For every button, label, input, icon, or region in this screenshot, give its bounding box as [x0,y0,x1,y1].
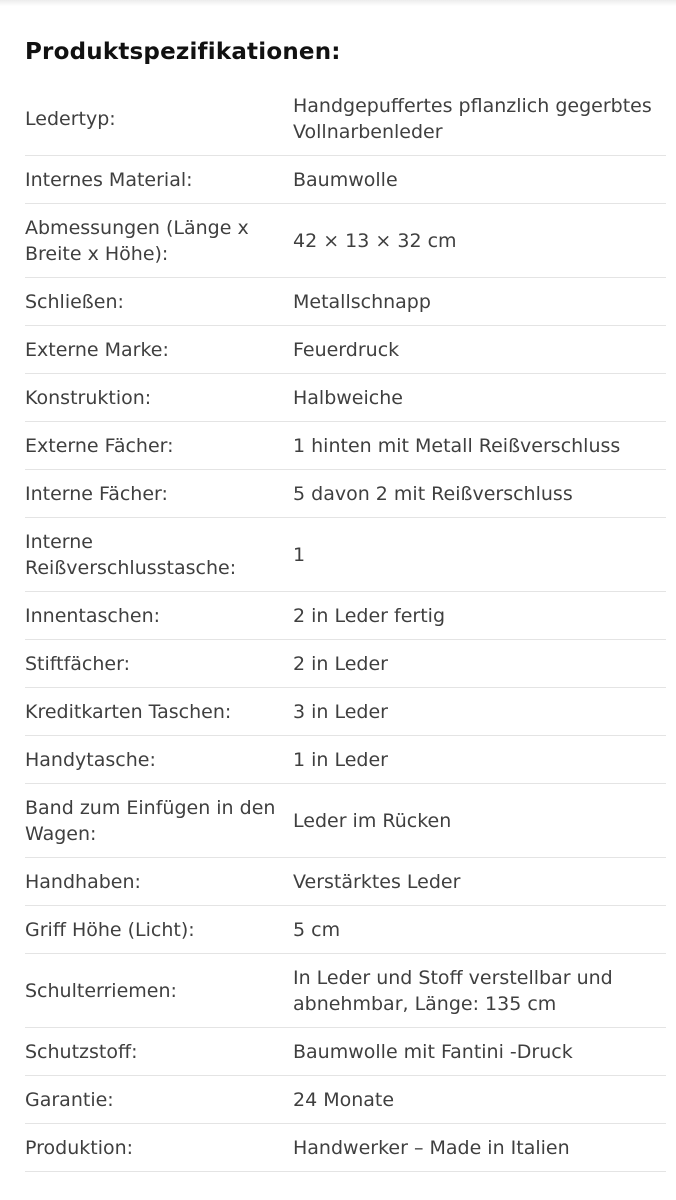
spec-row-produktion [25,1124,666,1172]
spec-row-garantie [25,1076,666,1124]
spec-row-handytasche [25,736,666,784]
spec-value: In Leder und Stoff verstellbar und abnehmbar, Länge: 135 cm [293,954,666,1028]
spec-value: 1 [293,518,666,592]
spec-label: Griff Höhe (Licht): [25,906,293,954]
spec-value: Leder im Rücken [293,784,666,858]
spec-label: Externe Fächer: [25,422,293,470]
spec-row-externe-faecher [25,422,666,470]
spec-value: Baumwolle mit Fantini -Druck [293,1028,666,1076]
spec-row-schulterriemen [25,954,666,1028]
spec-row-internes-material [25,156,666,204]
spec-value: Feuerdruck [293,326,666,374]
spec-row-interne-faecher [25,470,666,518]
spec-value: Verstärktes Leder [293,858,666,906]
spec-value: Metallschnapp [293,278,666,326]
spec-value: Halbweiche [293,374,666,422]
section-title: Produktspezifikationen: [25,39,341,65]
spec-row-band-wagen [25,784,666,858]
spec-label: Externe Marke: [25,326,293,374]
spec-value: Handwerker – Made in Italien [293,1124,666,1172]
spec-label: Schulterriemen: [25,954,293,1028]
spec-row-interne-reissverschlusstasche [25,518,666,592]
spec-label: Handhaben: [25,858,293,906]
spec-label: Kreditkarten Taschen: [25,688,293,736]
spec-label: Stiftfächer: [25,640,293,688]
spec-value: 42 × 13 × 32 cm [293,204,666,278]
spec-label: Innentaschen: [25,592,293,640]
spec-label: Garantie: [25,1076,293,1124]
spec-label: Interne Fächer: [25,470,293,518]
spec-value: 1 in Leder [293,736,666,784]
spec-label: Schließen: [25,278,293,326]
spec-label: Handytasche: [25,736,293,784]
spec-row-schliessen [25,278,666,326]
spec-row-externe-marke [25,326,666,374]
spec-label: Produktion: [25,1124,293,1172]
spec-label: Ledertyp: [25,82,293,156]
spec-label: Schutzstoff: [25,1028,293,1076]
spec-row-handhaben [25,858,666,906]
spec-value: 5 cm [293,906,666,954]
spec-label: Internes Material: [25,156,293,204]
spec-row-innentaschen [25,592,666,640]
spec-label: Interne Reißverschlusstasche: [25,518,293,592]
spec-row-schutzstoff [25,1028,666,1076]
spec-value: 5 davon 2 mit Reißverschluss [293,470,666,518]
top-divider-shadow [0,0,676,6]
spec-row-ledertyp [25,82,666,156]
spec-row-konstruktion [25,374,666,422]
spec-row-abmessungen [25,204,666,278]
spec-value: Baumwolle [293,156,666,204]
spec-label: Band zum Einfügen in den Wagen: [25,784,293,858]
spec-value: 24 Monate [293,1076,666,1124]
spec-row-griff-hoehe [25,906,666,954]
spec-label: Konstruktion: [25,374,293,422]
spec-label: Abmessungen (Länge x Breite x Höhe): [25,204,293,278]
spec-value: 1 hinten mit Metall Reißverschluss [293,422,666,470]
spec-row-stiftfaecher [25,640,666,688]
spec-row-kreditkarten-taschen [25,688,666,736]
product-specifications-section [25,36,666,1172]
spec-value: 3 in Leder [293,688,666,736]
specs-table [25,82,666,1172]
spec-value: 2 in Leder [293,640,666,688]
spec-value: 2 in Leder fertig [293,592,666,640]
spec-value: Handgepuffertes pflanzlich gegerbtes Vollnarbenleder [293,82,666,156]
